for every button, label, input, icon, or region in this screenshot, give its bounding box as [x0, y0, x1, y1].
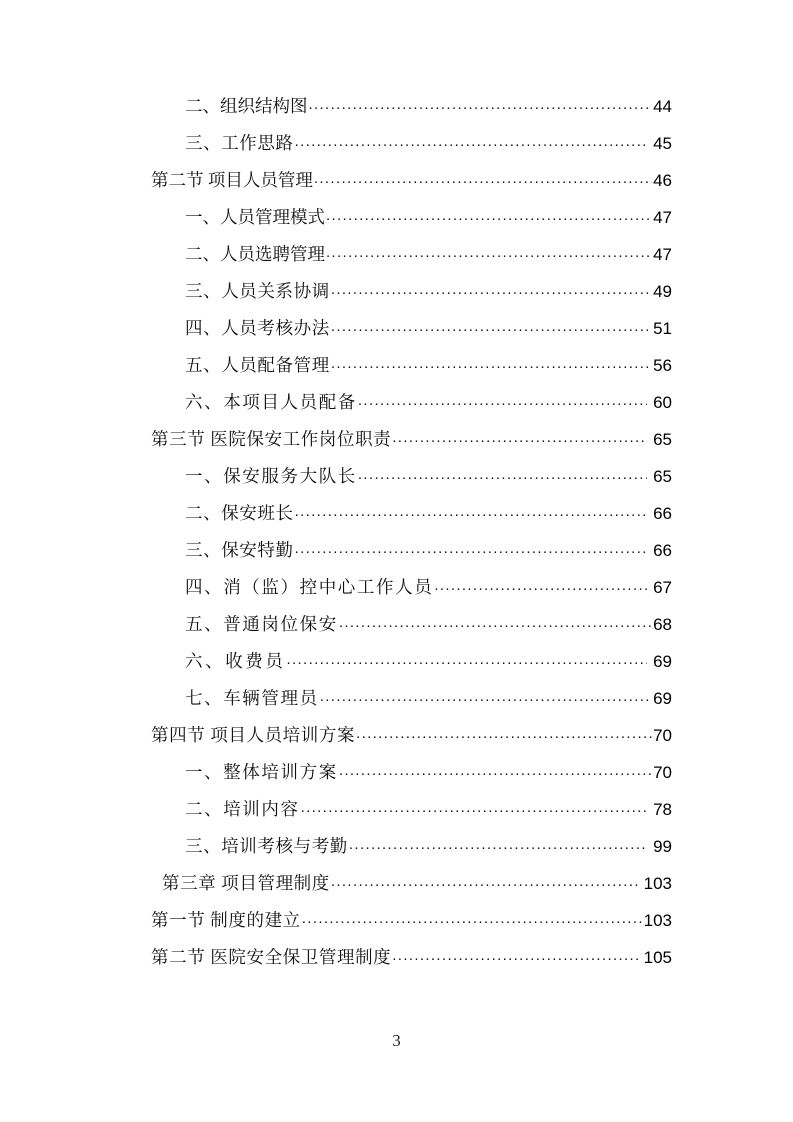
- toc-entry-title: 第三节 医院保安工作岗位职责: [151, 429, 392, 449]
- toc-leader-dots: [358, 466, 647, 482]
- toc-leader-dots: [295, 540, 647, 556]
- table-of-contents: [0, 96, 793, 984]
- toc-leader-dots: [301, 799, 647, 815]
- toc-leader-dots: [331, 281, 652, 297]
- toc-entry-page-number: 65: [653, 467, 672, 486]
- toc-entry-title: 二、培训内容: [185, 799, 300, 819]
- toc-entry[interactable]: [0, 577, 793, 614]
- toc-leader-dots: [326, 207, 652, 223]
- toc-entry-title: 第三章 项目管理制度: [162, 873, 330, 893]
- toc-entry-title: 五、人员配备管理: [185, 355, 330, 375]
- toc-entry[interactable]: [0, 207, 793, 244]
- toc-leader-dots: [309, 96, 653, 112]
- toc-entry-page-number: 103: [643, 874, 672, 893]
- toc-entry-page-number: 103: [643, 911, 672, 930]
- toc-leader-dots: [331, 318, 652, 334]
- toc-leader-dots: [434, 577, 647, 593]
- toc-entry-page-number: 56: [653, 356, 672, 375]
- toc-leader-dots: [356, 725, 652, 741]
- toc-entry[interactable]: [0, 466, 793, 503]
- toc-entry[interactable]: [0, 947, 793, 984]
- toc-entry[interactable]: [0, 540, 793, 577]
- toc-entry-title: 第二节 项目人员管理: [151, 170, 313, 190]
- toc-leader-dots: [392, 947, 637, 963]
- toc-entry[interactable]: [0, 281, 793, 318]
- toc-entry-title: 二、保安班长: [185, 503, 294, 523]
- toc-entry-title: 二、人员选聘管理: [185, 244, 325, 264]
- toc-entry-title: 第二节 医院安全保卫管理制度: [151, 947, 392, 967]
- toc-entry-page-number: 65: [653, 430, 672, 449]
- toc-entry-title: 三、培训考核与考勤: [185, 836, 348, 856]
- toc-entry[interactable]: [0, 614, 793, 651]
- toc-leader-dots: [326, 244, 652, 260]
- toc-entry-page-number: 45: [653, 134, 672, 153]
- toc-leader-dots: [339, 614, 652, 630]
- toc-entry-page-number: 60: [653, 393, 672, 412]
- toc-entry[interactable]: [0, 873, 793, 910]
- toc-entry-title: 一、保安服务大队长: [185, 466, 357, 486]
- toc-entry[interactable]: [0, 244, 793, 281]
- toc-entry-title: 第一节 制度的建立: [151, 910, 301, 930]
- toc-entry[interactable]: [0, 170, 793, 207]
- toc-entry-title: 六、本项目人员配备: [185, 392, 357, 412]
- toc-leader-dots: [349, 836, 647, 852]
- toc-entry-page-number: 78: [653, 800, 672, 819]
- toc-entry-page-number: 105: [643, 948, 672, 967]
- toc-leader-dots: [287, 651, 648, 667]
- toc-entry[interactable]: [0, 651, 793, 688]
- toc-leader-dots: [295, 133, 647, 149]
- toc-entry-page-number: 68: [653, 615, 672, 634]
- toc-entry-title: 四、人员考核办法: [185, 318, 330, 338]
- toc-leader-dots: [295, 503, 647, 519]
- toc-entry-page-number: 49: [653, 282, 672, 301]
- toc-entry-page-number: 70: [653, 726, 672, 745]
- toc-entry[interactable]: [0, 503, 793, 540]
- toc-entry[interactable]: [0, 355, 793, 392]
- toc-entry[interactable]: [0, 392, 793, 429]
- toc-entry[interactable]: [0, 762, 793, 799]
- toc-entry-page-number: 67: [653, 578, 672, 597]
- toc-entry-page-number: 46: [653, 171, 672, 190]
- toc-entry[interactable]: [0, 429, 793, 466]
- toc-entry-page-number: 69: [653, 652, 672, 671]
- toc-entry-title: 三、人员关系协调: [185, 281, 330, 301]
- toc-entry[interactable]: [0, 910, 793, 947]
- toc-entry[interactable]: [0, 725, 793, 762]
- toc-leader-dots: [339, 762, 652, 778]
- toc-entry-page-number: 69: [653, 689, 672, 708]
- toc-entry[interactable]: [0, 836, 793, 873]
- toc-entry-page-number: 47: [653, 245, 672, 264]
- toc-entry-title: 四、消（监）控中心工作人员: [185, 577, 434, 597]
- toc-entry-title: 一、整体培训方案: [185, 762, 338, 782]
- toc-leader-dots: [331, 355, 652, 371]
- page-number: 3: [392, 1031, 401, 1050]
- toc-entry-page-number: 51: [653, 319, 672, 338]
- toc-leader-dots: [331, 873, 638, 889]
- toc-entry-title: 三、工作思路: [185, 133, 294, 153]
- toc-entry-title: 六、收费员: [185, 651, 286, 671]
- toc-leader-dots: [302, 910, 643, 926]
- toc-leader-dots: [320, 688, 652, 704]
- toc-entry-title: 三、保安特勤: [185, 540, 294, 560]
- toc-entry-page-number: 66: [653, 541, 672, 560]
- toc-entry-page-number: 70: [653, 763, 672, 782]
- toc-entry-title: 二、组织结构图: [185, 96, 308, 116]
- toc-entry-title: 第四节 项目人员培训方案: [151, 725, 356, 745]
- toc-entry-title: 五、普通岗位保安: [185, 614, 338, 634]
- toc-entry-page-number: 66: [653, 504, 672, 523]
- toc-entry[interactable]: [0, 799, 793, 836]
- toc-entry-title: 七、车辆管理员: [185, 688, 319, 708]
- toc-entry-page-number: 44: [653, 97, 672, 116]
- toc-entry-title: 一、人员管理模式: [185, 207, 325, 227]
- toc-leader-dots: [314, 170, 652, 186]
- toc-entry[interactable]: [0, 133, 793, 170]
- toc-entry-page-number: 47: [653, 208, 672, 227]
- toc-entry[interactable]: [0, 318, 793, 355]
- toc-entry[interactable]: [0, 688, 793, 725]
- toc-leader-dots: [358, 392, 647, 408]
- toc-entry[interactable]: [0, 96, 793, 133]
- toc-leader-dots: [392, 429, 647, 445]
- toc-entry-page-number: 99: [653, 837, 672, 856]
